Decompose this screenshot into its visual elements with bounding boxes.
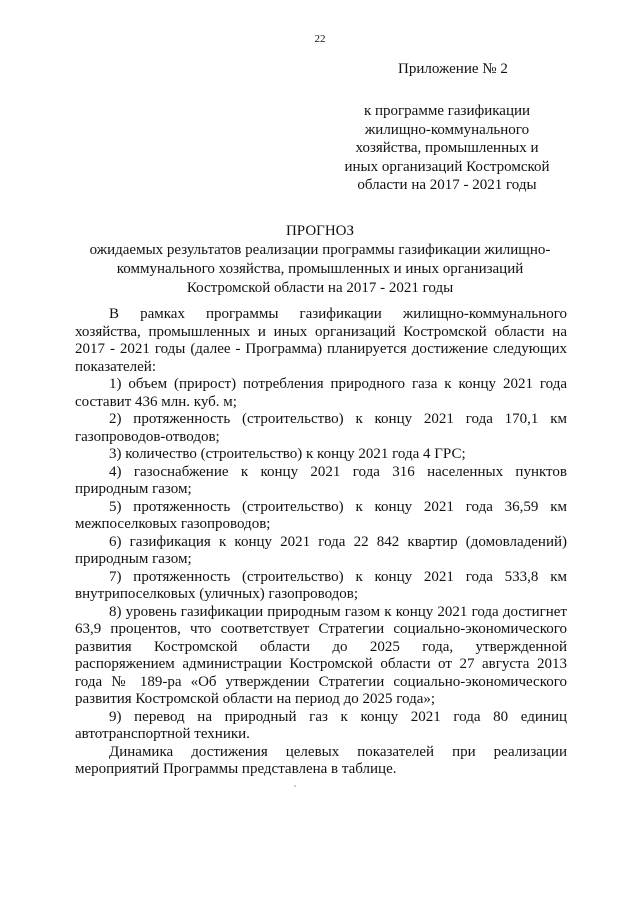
text-line: природным газом; (75, 551, 192, 567)
appendix-line: жилищно-коммунального (364, 121, 530, 138)
list-item (75, 446, 567, 464)
heading-line: Костромской области на 2017 - 2021 годы (186, 280, 454, 296)
text-line: 2017 - 2021 годы (далее - Программа) планируется достижение следующих (75, 341, 567, 357)
text-line: 3) количество (строительство) к концу 2021 года 4 ГРС; (109, 446, 466, 462)
text-line: 4) газоснабжение к концу 2021 года 316 населенных пунктов (109, 463, 567, 480)
text-line: межпоселковых газопроводов; (75, 516, 271, 532)
list-item (75, 604, 567, 709)
text-line: газопроводов-отводов; (75, 428, 220, 445)
text-line: автотранспортной техники. (75, 726, 250, 742)
text-line: 5) протяженность (строительство) к концу 2021 года 36,59 км (109, 498, 567, 515)
appendix-title: Приложение № 2 (398, 61, 508, 77)
heading-title: ПРОГНОЗ (285, 223, 355, 239)
appendix-line: иных организаций Костромской (344, 158, 550, 175)
text-line: развития Костромской области на период до 2025 года»; (75, 691, 436, 707)
text-line: 9) перевод на природный газ к концу 2021 года 80 единиц (109, 708, 567, 725)
document-body (75, 306, 567, 779)
text-line: развития Костромской области до 2025 года, утвержденной (75, 638, 567, 655)
closing-paragraph (75, 744, 567, 779)
text-line: В рамках программы газификации жилищно-коммунального (109, 306, 567, 322)
list-item (75, 376, 567, 411)
list-item (75, 709, 567, 744)
list-item (75, 464, 567, 499)
appendix-line: хозяйства, промышленных и (355, 140, 539, 156)
text-line: 1) объем (прирост) потребления природного газа к концу 2021 года (109, 376, 567, 392)
text-line: внутрипоселковых (уличных) газопроводов; (75, 586, 359, 602)
list-item (75, 569, 567, 604)
text-line: 63,9 процентов, что соответствует Стратегии социально-экономического (75, 621, 567, 637)
scan-speck (294, 785, 296, 787)
appendix-subtitle (330, 102, 564, 195)
text-line: 8) уровень газификации природным газом к концу 2021 года достигнет (109, 603, 567, 620)
list-item (75, 499, 567, 534)
text-line: хозяйства, промышленных и иных организаций Костромской области на (75, 323, 567, 340)
text-line: мероприятий Программы представлена в таблице. (75, 761, 397, 777)
text-line: года № 189-ра «Об утверждении Стратегии социально-экономического (75, 673, 567, 690)
text-line: Динамика достижения целевых показателей при реализации (109, 743, 567, 760)
text-line: 6) газификация к концу 2021 года 22 842 квартир (домовладений) (109, 533, 567, 550)
intro-paragraph (75, 306, 567, 376)
list-item (75, 411, 567, 446)
text-line: распоряжением администрации Костромской области от 27 августа 2013 (75, 656, 567, 672)
text-line: составит 436 млн. куб. м; (75, 393, 237, 410)
text-line: 2) протяженность (строительство) к концу 2021 года 170,1 км (109, 411, 567, 427)
document-heading (60, 222, 580, 298)
appendix-line: к программе газификации (363, 103, 531, 119)
page-number: 22 (314, 33, 326, 45)
text-line: 7) протяженность (строительство) к концу 2021 года 533,8 км (109, 568, 567, 585)
heading-line: ожидаемых результатов реализации программы газификации жилищно- (89, 242, 551, 258)
heading-line: коммунального хозяйства, промышленных и иных организаций (116, 261, 524, 277)
appendix-line: области на 2017 - 2021 годы (357, 177, 537, 193)
list-item (75, 534, 567, 569)
text-line: природным газом; (75, 481, 192, 497)
text-line: показателей: (75, 358, 156, 375)
